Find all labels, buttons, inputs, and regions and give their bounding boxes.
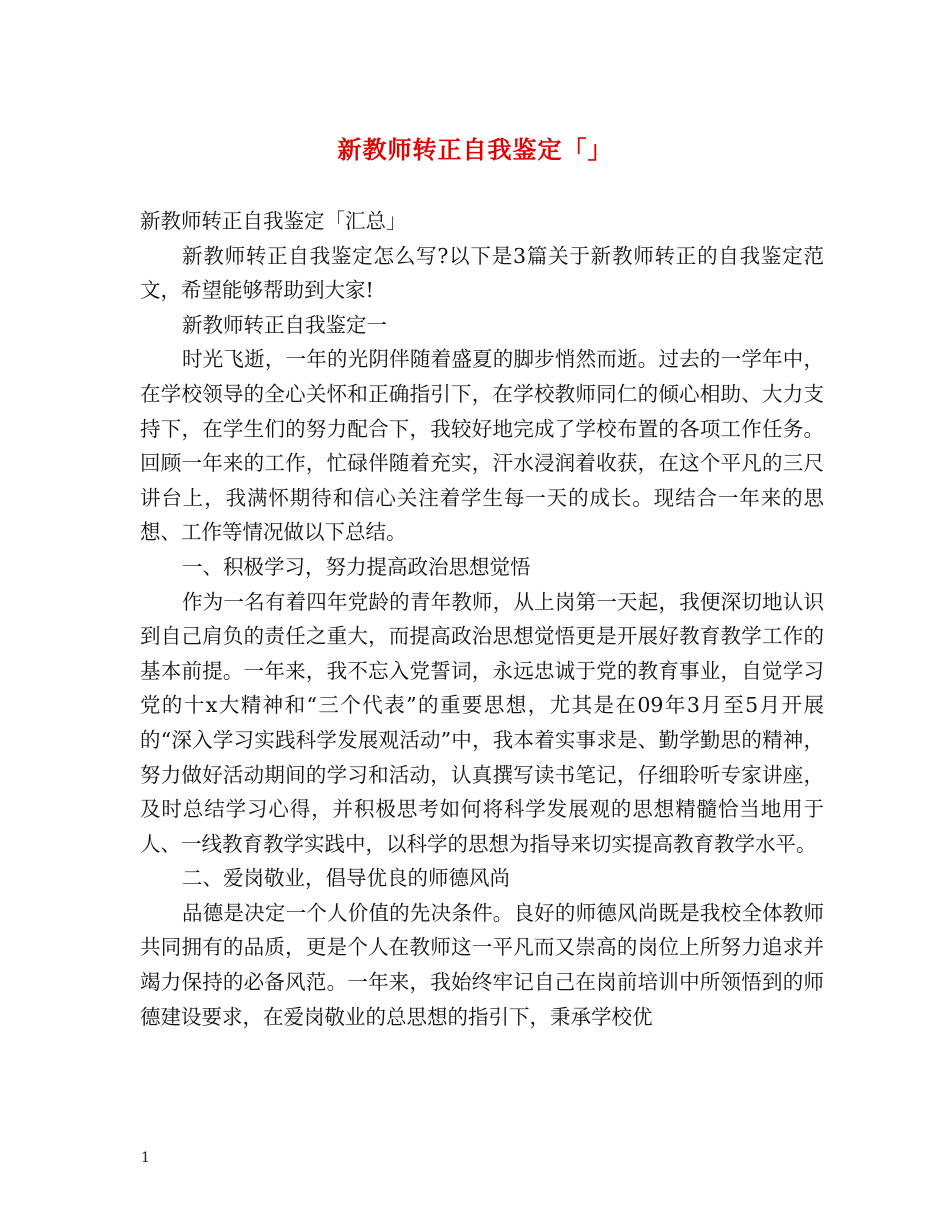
body-paragraph: 时光飞逝，一年的光阴伴随着盛夏的脚步悄然而逝。过去的一学年中，在学校领导的全心关怀和正确指引下，在学校教师同仁的倾心相助、大力支持下，在学生们的努力配合下，我较好地完成了学校布置的各项工作任务。回顾一年来的工作，忙碌伴随着充实，汗水浸润着收获，在这个平凡的三尺讲台上，我满怀期待和信心关注着学生每一天的成长。现结合一年来的思想、工作等情况做以下总结。 (140, 347, 824, 545)
body-paragraph: 新教师转正自我鉴定怎么写?以下是3篇关于新教师转正的自我鉴定范文，希望能够帮助到大家! (140, 243, 824, 303)
document-title: 新教师转正自我鉴定「」 (337, 135, 613, 164)
subtitle-paragraph: 新教师转正自我鉴定「汇总」 (140, 209, 407, 233)
document-body (140, 204, 824, 1034)
body-paragraph: 品德是决定一个人价值的先决条件。良好的师德风尚既是我校全体教师共同拥有的品质，更是个人在教师这一平凡而又崇高的岗位上所努力追求并竭力保持的必备风范。一年来，我始终牢记自己在岗前培训中所领悟到的师德建设要求，在爱岗敬业的总思想的指引下，秉承学校优 (140, 900, 824, 1029)
page-number: 1 (141, 1150, 150, 1166)
body-paragraph: 作为一名有着四年党龄的青年教师，从上岗第一天起，我便深切地认识到自己肩负的责任之重大，而提高政治思想觉悟更是开展好教育教学工作的基本前提。一年来，我不忘入党誓词，永远忠诚于党的教育事业，自觉学习党的十x大精神和“三个代表”的重要思想，尤其是在09年3月至5月开展的“深入学习实践科学发展观活动”中，我本着实事求是、勤学勤思的精神，努力做好活动期间的学习和活动，认真撰写读书笔记，仔细聆听专家讲座，及时总结学习心得，并积极思考如何将科学发展观的思想精髓恰当地用于人、一线教育教学实践中，以科学的思想为指导来切实提高教育教学水平。 (140, 589, 824, 856)
section-heading: 新教师转正自我鉴定一 (182, 312, 387, 337)
section-heading: 一、积极学习，努力提高政治思想觉悟 (182, 554, 531, 579)
section-heading: 二、爱岗敬业，倡导优良的师德风尚 (182, 866, 510, 891)
